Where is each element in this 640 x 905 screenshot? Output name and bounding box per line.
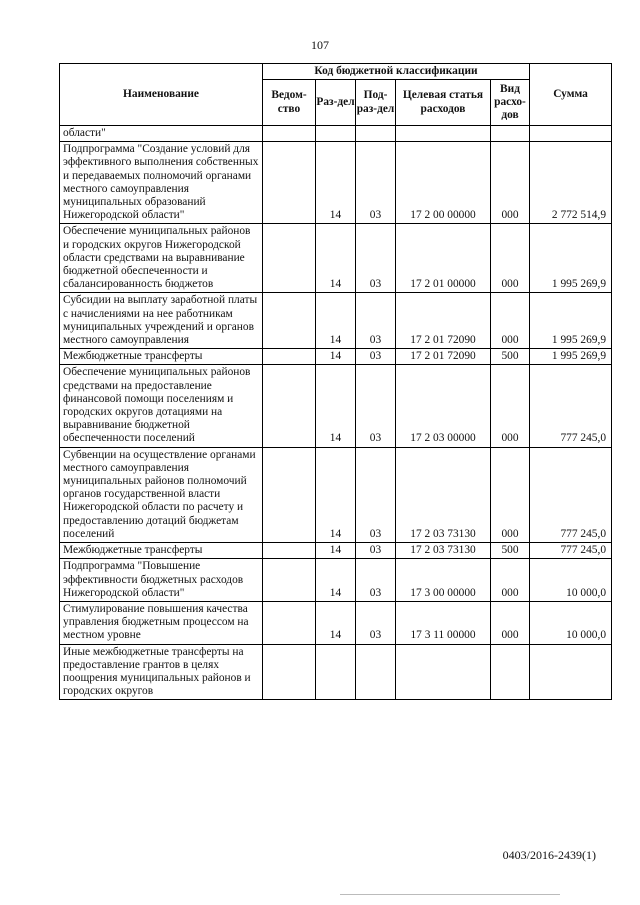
header-name: Наименование [60, 64, 263, 126]
row-name: Подпрограмма "Повышение эффективности бюджетных расходов Нижегородской области" [60, 559, 263, 602]
row-podrazdel: 03 [356, 224, 396, 293]
table-row [60, 224, 612, 293]
table-row [60, 142, 612, 224]
row-podrazdel [356, 644, 396, 700]
header-razdel: Раз-дел [316, 80, 356, 126]
row-tselevaya [396, 126, 491, 142]
row-vid [491, 126, 530, 142]
row-vid: 000 [491, 601, 530, 644]
row-vid: 000 [491, 365, 530, 447]
row-vedomstvo [263, 543, 316, 559]
table-row [60, 601, 612, 644]
row-razdel: 14 [316, 293, 356, 349]
row-vid: 000 [491, 447, 530, 542]
row-name: Межбюджетные трансферты [60, 543, 263, 559]
table-row [60, 559, 612, 602]
row-vedomstvo [263, 142, 316, 224]
row-sum: 1 995 269,9 [530, 349, 612, 365]
row-name: Обеспечение муниципальных районов и городских округов Нижегородской области средствами на выравнивание бюджетной обеспеченности и сбалансированность бюджетов [60, 224, 263, 293]
row-vedomstvo [263, 126, 316, 142]
row-sum: 1 995 269,9 [530, 224, 612, 293]
row-name: Обеспечение муниципальных районов средствами на предоставление финансовой помощи поселениям и городских округов дотациями на выравнивание бюджетной обеспеченности поселений [60, 365, 263, 447]
row-razdel [316, 126, 356, 142]
table-row [60, 543, 612, 559]
row-tselevaya: 17 2 01 00000 [396, 224, 491, 293]
row-vedomstvo [263, 365, 316, 447]
page-number: 107 [311, 38, 329, 52]
row-vedomstvo [263, 447, 316, 542]
row-sum [530, 126, 612, 142]
row-vedomstvo [263, 601, 316, 644]
row-sum: 1 995 269,9 [530, 293, 612, 349]
row-name: Субвенции на осуществление органами местного самоуправления муниципальных районов полномочий органов государственной власти Нижегородской области по расчету и предоставлению дотаций бюджетам поселений [60, 447, 263, 542]
row-name: Субсидии на выплату заработной платы с начислениями на нее работникам муниципальных учреждений и органов местного самоуправления [60, 293, 263, 349]
row-razdel: 14 [316, 365, 356, 447]
table-row [60, 644, 612, 700]
table-row [60, 293, 612, 349]
row-razdel: 14 [316, 543, 356, 559]
row-podrazdel: 03 [356, 142, 396, 224]
row-sum: 2 772 514,9 [530, 142, 612, 224]
row-sum: 777 245,0 [530, 447, 612, 542]
row-vedomstvo [263, 644, 316, 700]
row-vid: 500 [491, 349, 530, 365]
row-vedomstvo [263, 349, 316, 365]
row-podrazdel: 03 [356, 601, 396, 644]
row-razdel: 14 [316, 142, 356, 224]
row-name: Стимулирование повышения качества управления бюджетным процессом на местном уровне [60, 601, 263, 644]
table-row [60, 365, 612, 447]
budget-table [59, 63, 612, 700]
row-vid: 000 [491, 293, 530, 349]
row-podrazdel: 03 [356, 349, 396, 365]
row-tselevaya: 17 2 01 72090 [396, 349, 491, 365]
header-podrazdel: Под-раз-дел [356, 80, 396, 126]
row-tselevaya: 17 2 01 72090 [396, 293, 491, 349]
row-vedomstvo [263, 224, 316, 293]
row-sum: 10 000,0 [530, 559, 612, 602]
row-razdel: 14 [316, 559, 356, 602]
row-razdel: 14 [316, 224, 356, 293]
header-vid: Вид расхо-дов [491, 80, 530, 126]
row-vedomstvo [263, 559, 316, 602]
row-vid: 000 [491, 142, 530, 224]
row-tselevaya: 17 2 03 00000 [396, 365, 491, 447]
document-code: 0403/2016-2439(1) [502, 848, 596, 862]
header-sum: Сумма [530, 64, 612, 126]
row-sum: 777 245,0 [530, 365, 612, 447]
row-vedomstvo [263, 293, 316, 349]
row-razdel: 14 [316, 601, 356, 644]
row-sum: 10 000,0 [530, 601, 612, 644]
header-tselevaya: Целевая статья расходов [396, 80, 491, 126]
row-tselevaya: 17 2 03 73130 [396, 543, 491, 559]
row-razdel [316, 644, 356, 700]
row-vid [491, 644, 530, 700]
row-name: Межбюджетные трансферты [60, 349, 263, 365]
row-name: Иные межбюджетные трансферты на предоставление грантов в целях поощрения муниципальных районов и городских округов [60, 644, 263, 700]
row-podrazdel: 03 [356, 559, 396, 602]
footer-rule [340, 894, 560, 895]
row-tselevaya: 17 3 11 00000 [396, 601, 491, 644]
row-name: Подпрограмма "Создание условий для эффективного выполнения собственных и передаваемых полномочий органами местного самоуправления муниципальных образований Нижегородской области" [60, 142, 263, 224]
header-vedomstvo: Ведом-ство [263, 80, 316, 126]
row-razdel: 14 [316, 349, 356, 365]
table-row [60, 447, 612, 542]
row-tselevaya: 17 3 00 00000 [396, 559, 491, 602]
row-tselevaya: 17 2 03 73130 [396, 447, 491, 542]
table-row [60, 126, 612, 142]
row-podrazdel [356, 126, 396, 142]
row-vid: 500 [491, 543, 530, 559]
row-sum: 777 245,0 [530, 543, 612, 559]
row-podrazdel: 03 [356, 543, 396, 559]
row-tselevaya [396, 644, 491, 700]
row-podrazdel: 03 [356, 293, 396, 349]
row-vid: 000 [491, 559, 530, 602]
row-razdel: 14 [316, 447, 356, 542]
row-sum [530, 644, 612, 700]
row-podrazdel: 03 [356, 365, 396, 447]
table-row [60, 349, 612, 365]
row-podrazdel: 03 [356, 447, 396, 542]
row-tselevaya: 17 2 00 00000 [396, 142, 491, 224]
header-code-group: Код бюджетной классификации [263, 64, 530, 80]
row-vid: 000 [491, 224, 530, 293]
row-name: области" [60, 126, 263, 142]
